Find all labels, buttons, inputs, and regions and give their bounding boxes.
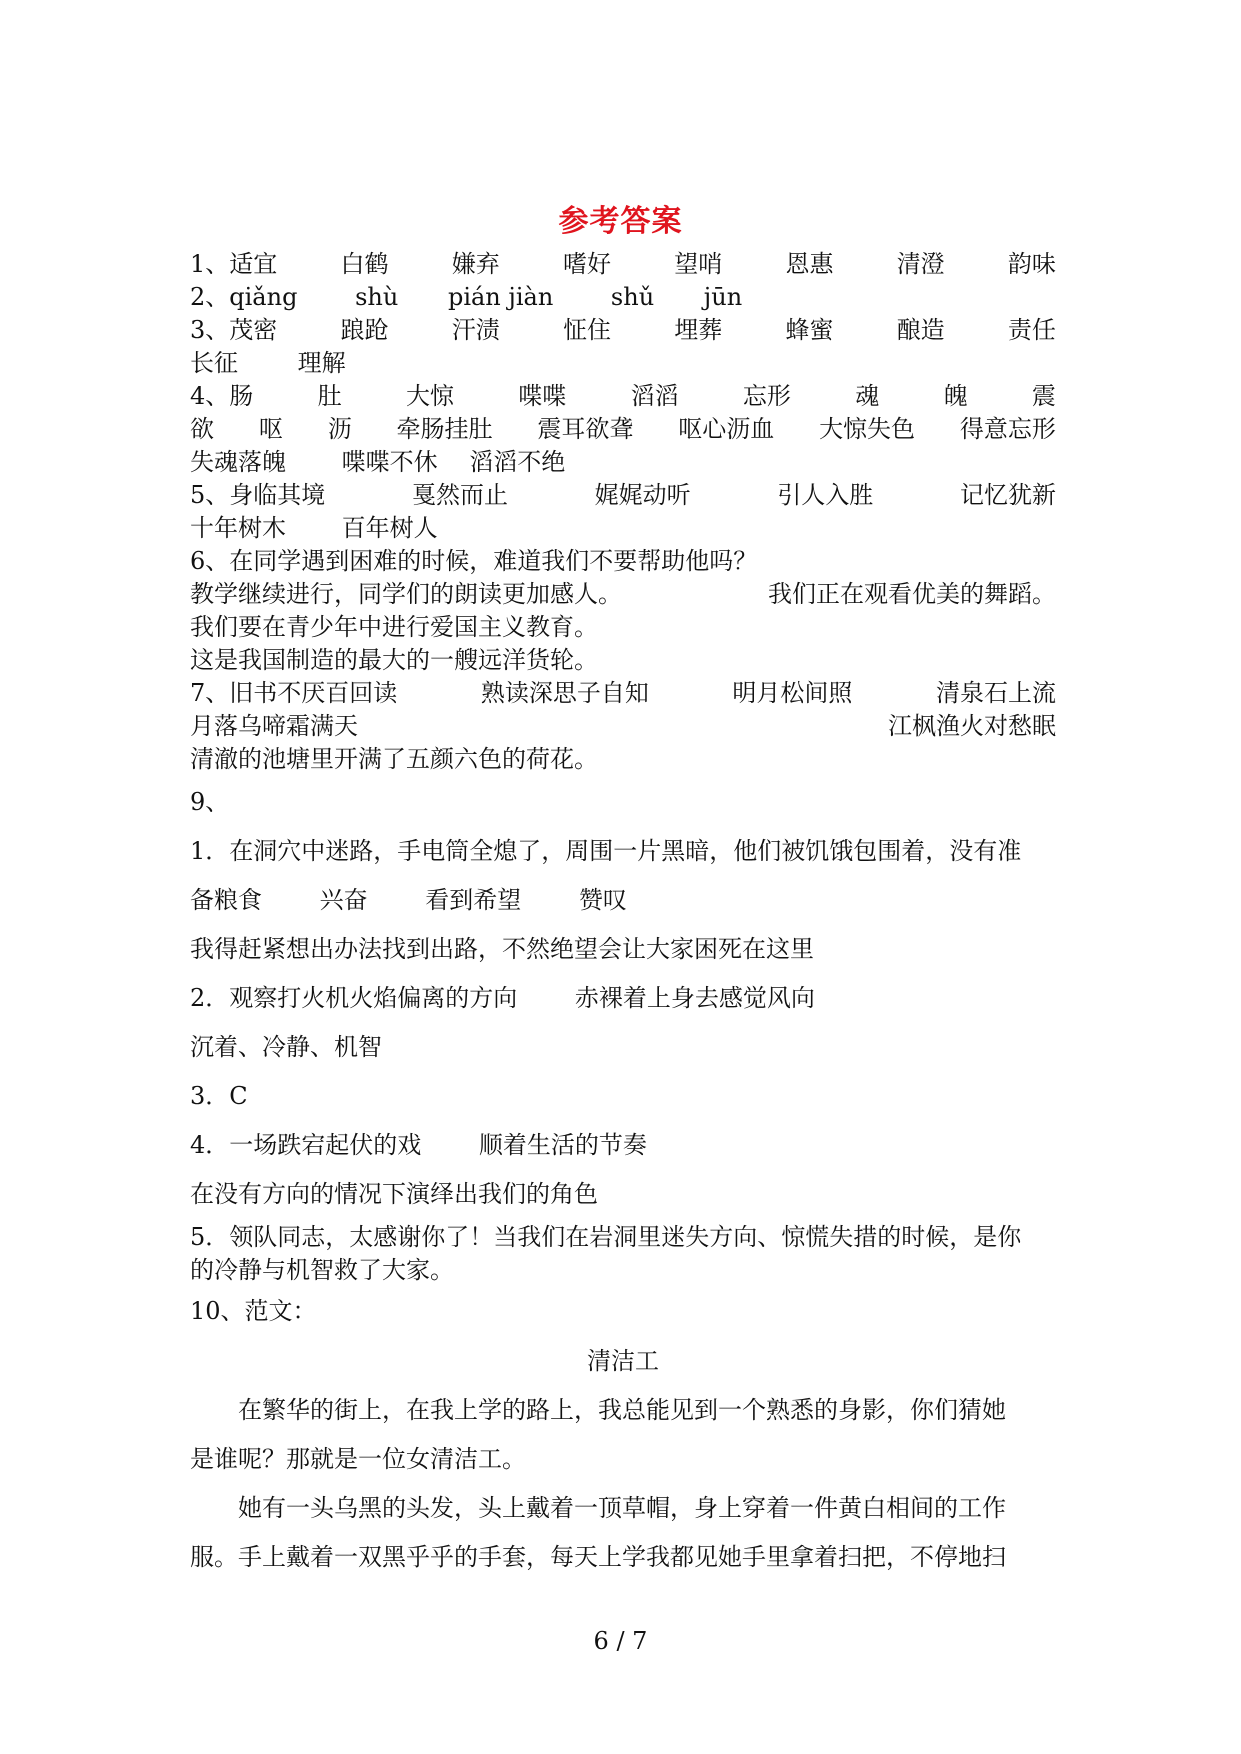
q9-5-line-2: 的冷静与机智救了大家。 [190,1256,454,1284]
q6-line-4: 这是我国制造的最大的一艘远洋货轮。 [190,646,598,674]
q5-line-2: 十年树木 百年树人 [190,514,438,542]
q4-line-1: 4、肠 肚 大惊 喋喋 滔滔 忘形 魂 魄 震 [190,382,1056,410]
q9-4-line-1: 4．一场跌宕起伏的戏 顺着生活的节奏 [190,1131,647,1159]
q9-2-line-2: 沉着、冷静、机智 [190,1033,382,1061]
essay-paragraph-1-line-2: 是谁呢？那就是一位女清洁工。 [190,1445,526,1473]
page-number: 6 / 7 [593,1627,648,1655]
q1-line: 1、适宜 白鹤 嫌弃 嗜好 望哨 恩惠 清澄 韵味 [190,250,1056,278]
q9-heading: 9、 [190,788,230,816]
essay-title: 清洁工 [587,1347,659,1375]
q5-line-1: 5、身临其境 戛然而止 娓娓动听 引人入胜 记忆犹新 [190,481,1056,509]
q4-line-3: 失魂落魄 喋喋不休 滔滔不绝 [190,448,566,476]
q7-line-1: 7、旧书不厌百回读 熟读深思子自知 明月松间照 清泉石上流 [190,679,1056,707]
q6-line-2: 教学继续进行，同学们的朗读更加感人。 我们正在观看优美的舞蹈。 [190,580,1056,608]
q7-line-2: 月落乌啼霜满天 江枫渔火对愁眠 [190,712,1056,740]
q6-line-1: 6、在同学遇到困难的时候，难道我们不要帮助他吗？ [190,547,758,575]
q7-line-3: 清澈的池塘里开满了五颜六色的荷花。 [190,745,598,773]
essay-paragraph-1-line-1: 在繁华的街上，在我上学的路上，我总能见到一个熟悉的身影，你们猜她 [238,1396,1006,1424]
essay-paragraph-2-line-1: 她有一头乌黑的头发，头上戴着一顶草帽，身上穿着一件黄白相间的工作 [238,1494,1006,1522]
page-title: 参考答案 [558,204,683,239]
q9-5-line-1: 5．领队同志，太感谢你了！当我们在岩洞里迷失方向、惊慌失措的时候，是你 [190,1223,1022,1251]
q9-1-line-3: 我得赶紧想出办法找到出路，不然绝望会让大家困死在这里 [190,935,814,963]
q9-1-line-1: 1．在洞穴中迷路，手电筒全熄了，周围一片黑暗，他们被饥饿包围着，没有准 [190,837,1022,865]
q6-line-3: 我们要在青少年中进行爱国主义教育。 [190,613,598,641]
q4-line-2: 欲 呕 沥 牵肠挂肚 震耳欲聋 呕心沥血 大惊失色 得意忘形 [190,415,1056,443]
q9-3-line: 3．C [190,1082,248,1110]
q9-1-line-2: 备粮食 兴奋 看到希望 赞叹 [190,886,627,914]
q3-line-2: 长征 理解 [190,349,346,377]
q9-2-line-1: 2．观察打火机火焰偏离的方向 赤裸着上身去感觉风向 [190,984,815,1012]
q2-line: 2、qiǎng shù pián jiàn shǔ jūn [190,283,743,311]
essay-paragraph-2-line-2: 服。手上戴着一双黑乎乎的手套，每天上学我都见她手里拿着扫把，不停地扫 [190,1543,1006,1571]
q9-4-line-2: 在没有方向的情况下演绎出我们的角色 [190,1180,598,1208]
q10-heading: 10、范文： [190,1297,317,1325]
q3-line-1: 3、茂密 踉跄 汗渍 怔住 埋葬 蜂蜜 酿造 责任 [190,316,1056,344]
